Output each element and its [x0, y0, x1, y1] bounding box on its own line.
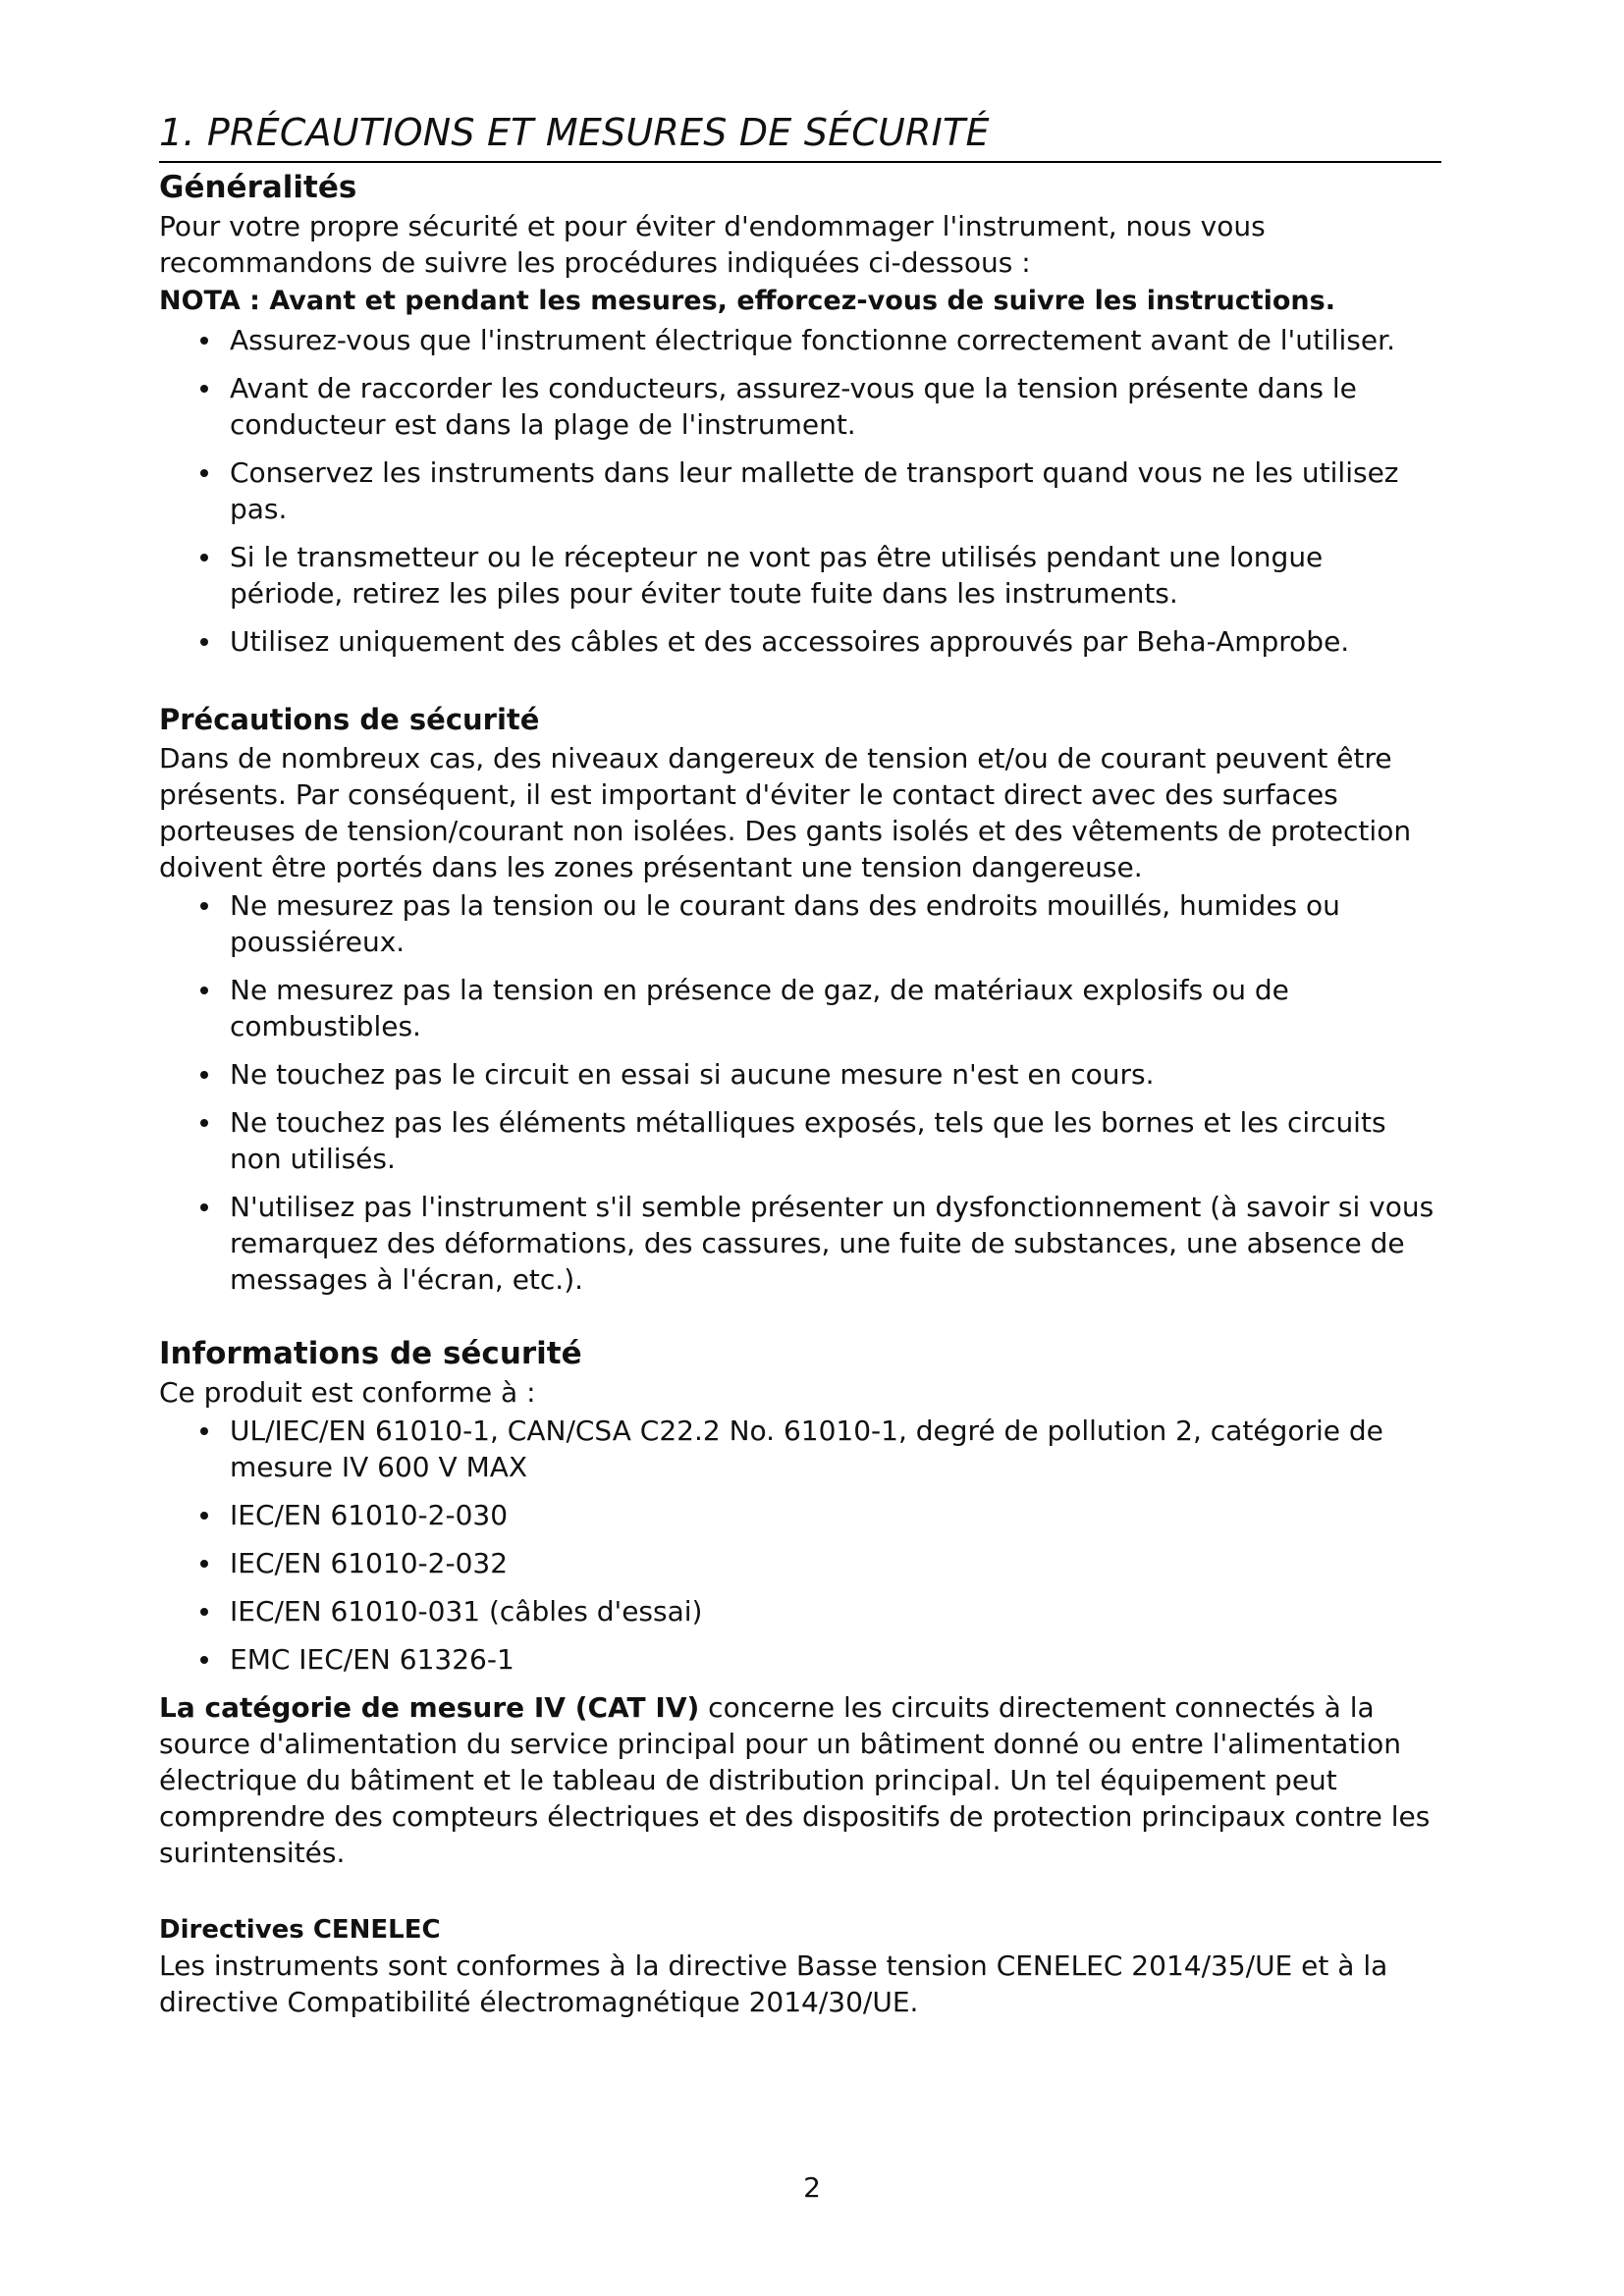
document-page	[159, 108, 1441, 2020]
nota-note: NOTA : Avant et pendant les mesures, efforcez-vous de suivre les instructions.	[159, 286, 1335, 316]
cat-iv-paragraph	[159, 1689, 1441, 1871]
page-number: 2	[803, 2171, 821, 2204]
generalites-list	[159, 322, 1441, 660]
section-cenelec	[159, 1912, 1441, 2020]
informations-intro: Ce produit est conforme à :	[159, 1376, 536, 1409]
list-item: Ne mesurez pas la tension en présence de gaz, de matériaux explosifs ou de combustibles.	[159, 972, 1441, 1044]
list-item: Ne touchez pas le circuit en essai si aucune mesure n'est en cours.	[159, 1056, 1441, 1093]
section-heading-precautions: Précautions de sécurité	[159, 703, 540, 736]
list-item: Si le transmetteur ou le récepteur ne vont pas être utilisés pendant une longue période, retirez les piles pour éviter toute fuite dans les instruments.	[159, 539, 1441, 612]
list-item: IEC/EN 61010-2-030	[159, 1497, 1441, 1533]
list-item: Avant de raccorder les conducteurs, assurez-vous que la tension présente dans le conducteur est dans la plage de l'instrument.	[159, 370, 1441, 443]
list-item: IEC/EN 61010-2-032	[159, 1545, 1441, 1581]
section-precautions	[159, 699, 1441, 1298]
page-title: 1. PRÉCAUTIONS ET MESURES DE SÉCURITÉ	[159, 108, 1441, 163]
section-heading-cenelec: Directives CENELEC	[159, 1915, 441, 1945]
list-item: Ne touchez pas les éléments métalliques exposés, tels que les bornes et les circuits non utilisés.	[159, 1104, 1441, 1177]
list-item: Conservez les instruments dans leur mallette de transport quand vous ne les utilisez pas.	[159, 454, 1441, 527]
cat-iv-text: concerne les circuits directement connectés à la source d'alimentation du service principal pour un bâtiment donné ou entre l'alimentation électrique du bâtiment et le tableau de distribution principal. Un tel équipement peut comprendre des compteurs électriques et des dispositifs de protection principaux contre les surintensités.	[159, 1691, 1431, 1869]
precautions-list	[159, 887, 1441, 1298]
list-item: N'utilisez pas l'instrument s'il semble présenter un dysfonctionnement (à savoir si vous remarquez des déformations, des cassures, une fuite de substances, une absence de messages à l'écran, etc.).	[159, 1189, 1441, 1298]
precautions-intro: Dans de nombreux cas, des niveaux dangereux de tension et/ou de courant peuvent être présents. Par conséquent, il est important d'éviter le contact direct avec des surfaces porteuses de tension/courant non isolées. Des gants isolés et des vêtements de protection doivent être portés dans les zones présentant une tension dangereuse.	[159, 742, 1412, 883]
section-informations	[159, 1333, 1441, 1871]
section-heading-generalites: Généralités	[159, 170, 357, 205]
cat-iv-label: La catégorie de mesure IV (CAT IV)	[159, 1691, 700, 1724]
list-item: Ne mesurez pas la tension ou le courant dans des endroits mouillés, humides ou poussiéreux.	[159, 887, 1441, 960]
generalites-intro: Pour votre propre sécurité et pour éviter d'endommager l'instrument, nous vous recommandons de suivre les procédures indiquées ci-dessous :	[159, 210, 1266, 279]
cenelec-text: Les instruments sont conformes à la directive Basse tension CENELEC 2014/35/UE et à la directive Compatibilité électromagnétique 2014/30/UE.	[159, 1949, 1388, 2018]
list-item: IEC/EN 61010-031 (câbles d'essai)	[159, 1593, 1441, 1629]
list-item: EMC IEC/EN 61326-1	[159, 1641, 1441, 1678]
section-heading-informations: Informations de sécurité	[159, 1336, 582, 1371]
standards-list	[159, 1413, 1441, 1678]
list-item: Assurez-vous que l'instrument électrique fonctionne correctement avant de l'utiliser.	[159, 322, 1441, 358]
list-item: Utilisez uniquement des câbles et des accessoires approuvés par Beha-Amprobe.	[159, 623, 1441, 660]
list-item: UL/IEC/EN 61010-1, CAN/CSA C22.2 No. 61010-1, degré de pollution 2, catégorie de mesure IV 600 V MAX	[159, 1413, 1441, 1485]
section-generalites	[159, 167, 1441, 660]
